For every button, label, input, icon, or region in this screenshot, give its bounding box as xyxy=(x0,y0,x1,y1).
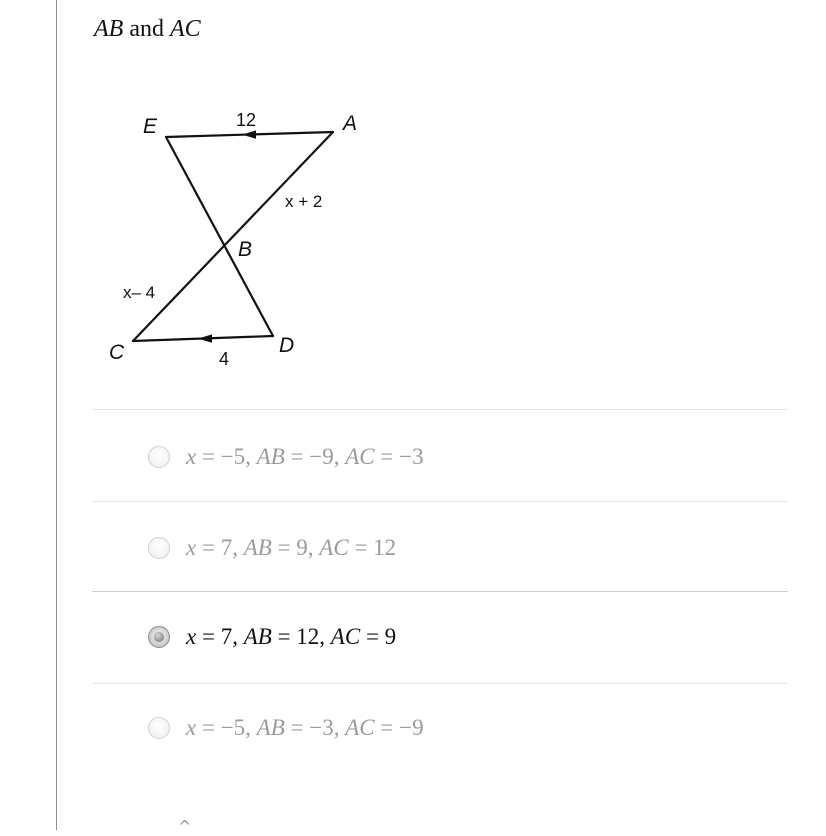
prompt-term-ac: AC xyxy=(169,16,201,42)
prompt-term-ab: AB xyxy=(94,16,124,42)
caret-up-icon[interactable]: ^ xyxy=(178,817,192,836)
geometry-figure xyxy=(100,100,380,380)
radio-button[interactable] xyxy=(148,717,170,739)
option-label: x = 7, AB = 9, AC = 12 xyxy=(186,535,397,560)
point-label-c: C xyxy=(109,341,125,364)
prompt-conjunction: and xyxy=(129,16,164,42)
option-label: x = −5, AB = −3, AC = −9 xyxy=(186,715,424,740)
separator xyxy=(92,501,788,502)
question-prompt xyxy=(94,16,201,43)
length-label-cb: x– 4 xyxy=(123,283,156,302)
length-label-ea: 12 xyxy=(236,110,257,130)
length-label-cd: 4 xyxy=(219,349,230,369)
answer-option-4[interactable] xyxy=(148,713,424,743)
option-label: x = 7, AB = 12, AC = 9 xyxy=(186,624,397,649)
point-label-e: E xyxy=(143,115,158,138)
segment-ac-diagonal xyxy=(133,132,333,341)
option-label: x = −5, AB = −9, AC = −3 xyxy=(186,444,424,469)
point-label-a: A xyxy=(343,112,358,135)
radio-button[interactable] xyxy=(148,537,170,559)
point-label-b: B xyxy=(238,238,253,261)
segment-ec-diagonal xyxy=(166,137,273,336)
separator xyxy=(92,409,788,410)
radio-button-selected[interactable] xyxy=(148,626,170,648)
answer-option-3[interactable] xyxy=(148,622,396,652)
length-label-ab: x + 2 xyxy=(285,192,323,211)
separator xyxy=(92,683,788,684)
point-label-d: D xyxy=(279,334,295,357)
arrow-ea-icon xyxy=(242,130,256,138)
answer-option-2[interactable] xyxy=(148,533,396,563)
arrow-cd-icon xyxy=(198,334,212,342)
radio-button[interactable] xyxy=(148,446,170,468)
answer-option-1[interactable] xyxy=(148,442,424,472)
separator xyxy=(92,591,788,592)
